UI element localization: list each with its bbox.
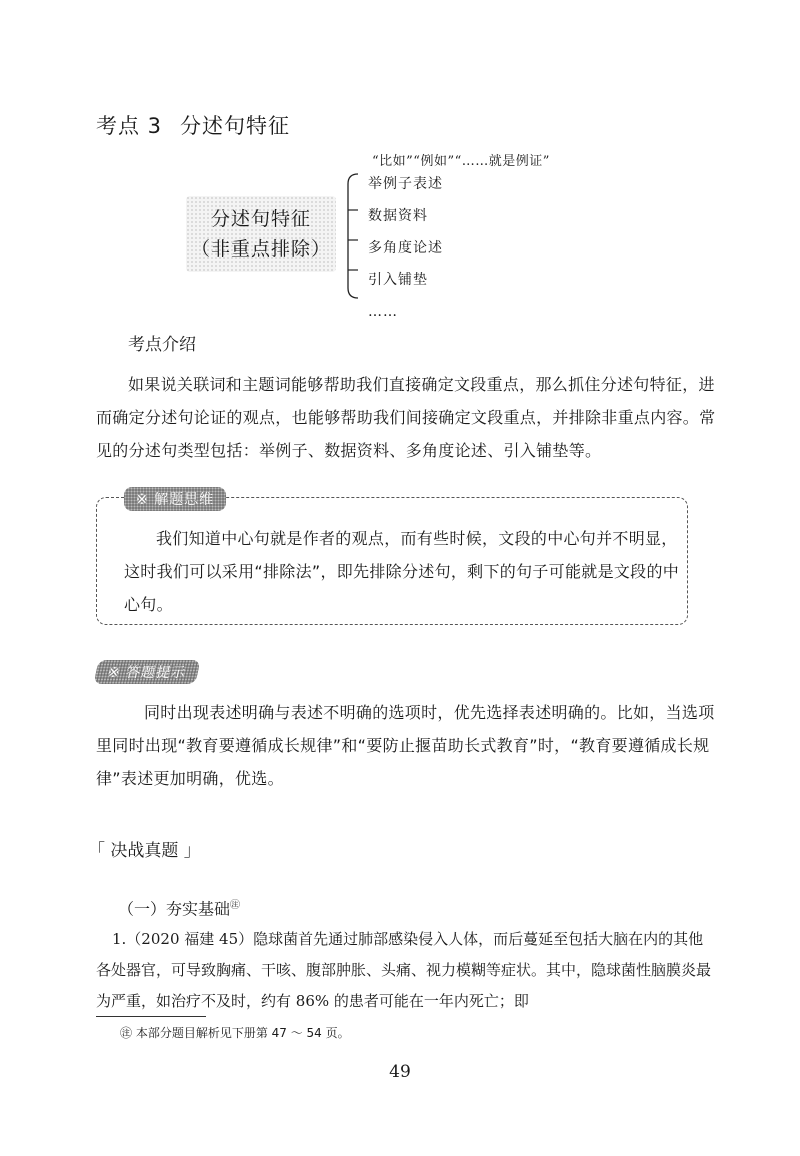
hint-text: 同时出现表述明确与表述不明确的选项时，优先选择表述明确的。比如，当选项里同时出现“教育要遵循成长规律”和“要防止揠苗助长式教育”时，“教育要遵循成长规律”表述更加明确，优选。 xyxy=(96,703,715,788)
mindmap-item: …… xyxy=(368,304,398,320)
mindmap-note: “比如”“例如”“……就是例证” xyxy=(372,154,550,169)
footnote: ㊟ 本部分题目解析见下册第 47 ～ 54 页。 xyxy=(120,1026,350,1040)
mindmap-items xyxy=(368,168,443,328)
intro-text: 如果说关联词和主题词能够帮助我们直接确定文段重点，那么抓住分述句特征，进而确定分述句论证的观点，也能够帮助我们间接确定文段重点，并排除非重点内容。常见的分述句类型包括：举例子、数据资料、多角度论述、引入铺垫等。 xyxy=(96,375,716,460)
mindmap-item: 多角度论述 xyxy=(368,240,443,256)
page-number: 49 xyxy=(389,1062,411,1082)
question-1: 1.（2020 福建 45）隐球菌首先通过肺部感染侵入人体，而后蔓延至包括大脑在内的其他各处器官，可导致胸痛、干咳、腹部肿胀、头痛、视力模糊等症状。其中，隐球菌性脑膜炎最为严重，如治疗不及时，约有 86% 的患者可能在一年内死亡；即 xyxy=(96,930,712,1010)
basic-mark: ㊟ xyxy=(230,900,241,911)
mindmap-item: 数据资料 xyxy=(368,208,428,224)
section-title xyxy=(96,110,290,140)
mindmap-item: 引入铺垫 xyxy=(368,272,428,288)
mindmap-item: 举例子表述 xyxy=(368,176,443,192)
basic-heading xyxy=(118,896,240,919)
mindmap-center xyxy=(186,196,336,272)
section-number: 考点 3 xyxy=(96,114,163,138)
battle-heading: 「 决战真题 」 xyxy=(88,841,201,861)
footnote-rule xyxy=(96,1016,206,1017)
hint-badge: ※ 答题提示 xyxy=(93,660,200,684)
intro-heading: 考点介绍 xyxy=(128,335,196,355)
tip-badge: ※ 解题思维 xyxy=(124,487,226,511)
mindmap-center-line2: （非重点排除） xyxy=(190,238,331,260)
tip-text: 我们知道中心句就是作者的观点，而有些时候，文段的中心句并不明显，这时我们可以采用“排除法”，即先排除分述句，剩下的句子可能就是文段的中心句。 xyxy=(124,529,680,614)
mindmap-bracket xyxy=(344,170,368,302)
section-name: 分述句特征 xyxy=(180,114,291,138)
intro-paragraph xyxy=(96,368,716,467)
mindmap-center-line1: 分述句特征 xyxy=(210,208,311,230)
basic-title: （一）夯实基础 xyxy=(118,899,231,919)
